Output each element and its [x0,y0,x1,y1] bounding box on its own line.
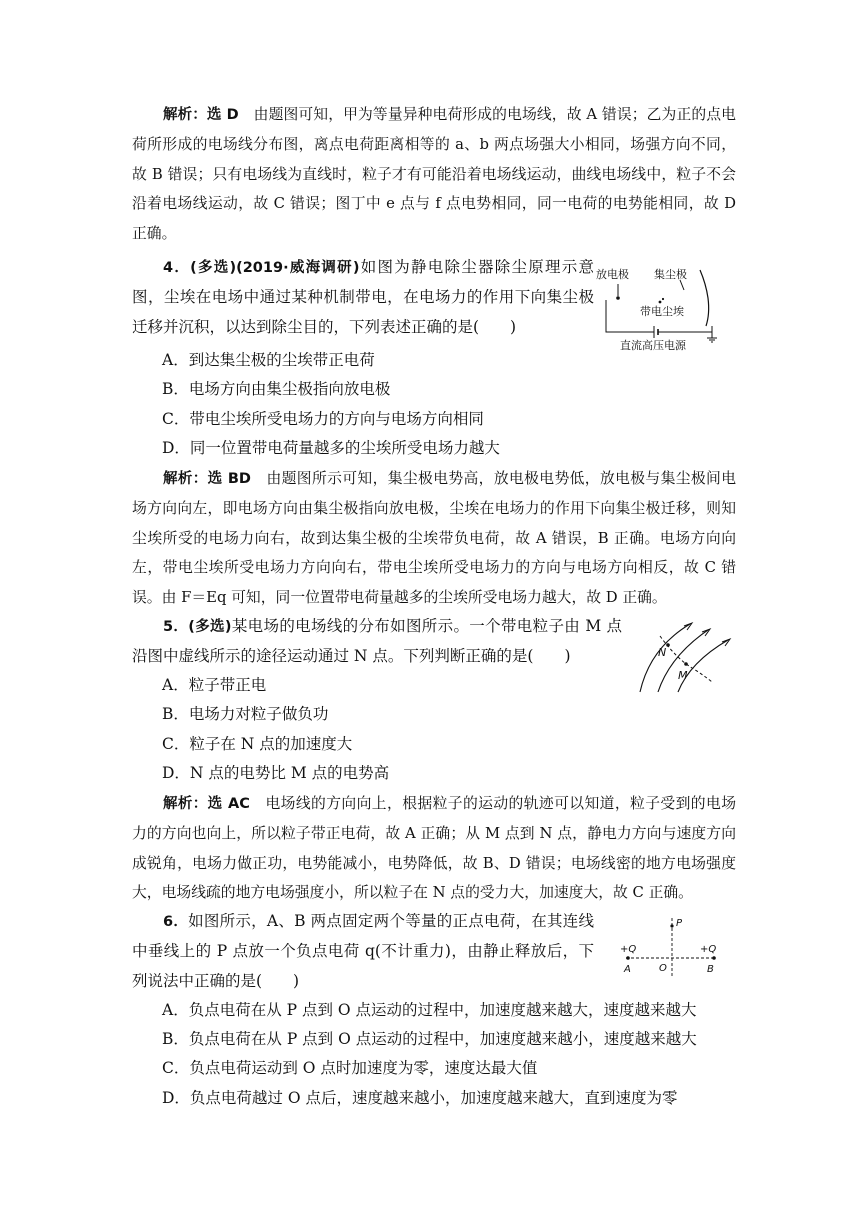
question-stem: 如图为静电除尘器除尘原理示意图，尘埃在电场中通过某种机制带电，在电场力的作用下向集尘极迁移并沉积，以达到除尘目的，下列表述正确的是( ) [132,258,594,336]
question-stem: 某电场的电场线的分布如图所示。一个带电粒子由 M 点沿图中虚线所示的途径运动通过 N 点。下列判断正确的是( ) [132,617,622,666]
label-dc-hv-source: 直流高压电源 [620,339,686,352]
label-a: A [624,964,631,975]
question-stem: 如图所示，A、B 两点固定两个等量的正点电荷，在其连线中垂线上的 P 点放一个负点电荷 q(不计重力)，由静止释放后，下列说法中正确的是( ) [132,912,595,990]
label-plus-q-right: +Q [700,944,717,955]
label-b: B [707,964,714,975]
analysis-text: 电场线的方向向上，根据粒子的运动的轨迹可以知道，粒子受到的电场力的方向也向上，所以粒子带正电荷，故 A 正确；从 M 点到 N 点，静电力方向与速度方向成锐角，电场力做正功，电势能减小，电势降低，故 B、D 错误；电场线密的地方电场强度大，电场线疏的地方电场强度小，所以粒子在 N 点的受力大，加速度大，故 C 正确。 [132,795,736,902]
q4-option-a: A．到达集尘极的尘埃带正电荷 [162,351,375,369]
q4-option-d: D．同一位置带电荷量越多的尘埃所受电场力越大 [162,439,500,457]
question-prefix: 4．(多选)(2019·威海调研) [163,260,360,276]
question-4 [132,253,594,342]
q6-option-d: D．负点电荷越过 O 点后，速度越来越小，加速度越来越大，直到速度为零 [162,1089,678,1107]
question-5 [132,612,622,672]
analysis-label: 解析：选 D [163,107,239,123]
analysis-3 [132,100,736,248]
label-collector-electrode: 集尘极 [654,268,687,281]
label-o: O [659,963,667,974]
label-p: P [676,918,683,929]
question-prefix: 5．(多选) [163,619,232,635]
q5-option-d: D．N 点的电势比 M 点的电势高 [162,764,390,782]
two-charges-figure [616,914,724,978]
q5-option-c: C．粒子在 N 点的加速度大 [162,735,353,753]
label-plus-q-left: +Q [620,944,637,955]
q6-option-a: A．负点电荷在从 P 点到 O 点运动的过程中，加速度越来越大，速度越来越大 [162,1001,697,1019]
analysis-text: 由题图所示可知，集尘极电势高，放电极电势低，放电极与集尘极间电场方向向左，即电场方向由集尘极指向放电极，尘埃在电场力的作用下向集尘极迁移，则知尘埃所受的电场力向右，故到达集尘极的尘埃带负电荷，故 A 错误，B 正确。电场方向向左，带电尘埃所受电场力方向向右，带电尘埃所受电场力的方向与电场方向相反，故 C 错误。由 F＝Eq 可知，同一位置带电荷量越多的尘埃所受电场力越大，故 D 正确。 [132,470,736,606]
analysis-text: 由题图可知，甲为等量异种电荷形成的电场线，故 A 错误；乙为正的点电荷所形成的电场线分布图，离点电荷距离相等的 a、b 两点场强大小相同，场强方向不同，故 B 错误；只有电场线为直线时，粒子才有可能沿着电场线运动，曲线电场线中，粒子不会沿着电场线运动，故 C 错误；图丁中 e 点与 f 点电势相同，同一电荷的电势能相同，故 D 正确。 [132,106,736,242]
q4-option-b: B．电场方向由集尘极指向放电极 [162,380,391,398]
analysis-4 [132,464,736,612]
q6-option-c: C．负点电荷运动到 O 点时加速度为零，速度达最大值 [162,1059,538,1077]
analysis-label: 解析：选 BD [163,471,251,487]
q5-option-b: B．电场力对粒子做负功 [162,705,329,723]
analysis-label: 解析：选 AC [163,796,250,812]
label-charged-dust: 带电尘埃 [640,305,684,318]
q6-option-b: B．负点电荷在从 P 点到 O 点运动的过程中，加速度越来越小，速度越来越大 [162,1030,697,1048]
q5-option-a: A．粒子带正电 [162,676,267,694]
q4-option-c: C．带电尘埃所受电场力的方向与电场方向相同 [162,410,484,428]
label-m: M [678,669,688,682]
label-discharge-electrode: 放电极 [596,268,629,281]
question-prefix: 6． [163,914,189,930]
analysis-5 [132,789,736,908]
question-6 [132,907,594,996]
electrostatic-precipitator-figure [592,262,728,354]
field-lines-figure [636,612,740,694]
label-n: N [658,646,667,659]
